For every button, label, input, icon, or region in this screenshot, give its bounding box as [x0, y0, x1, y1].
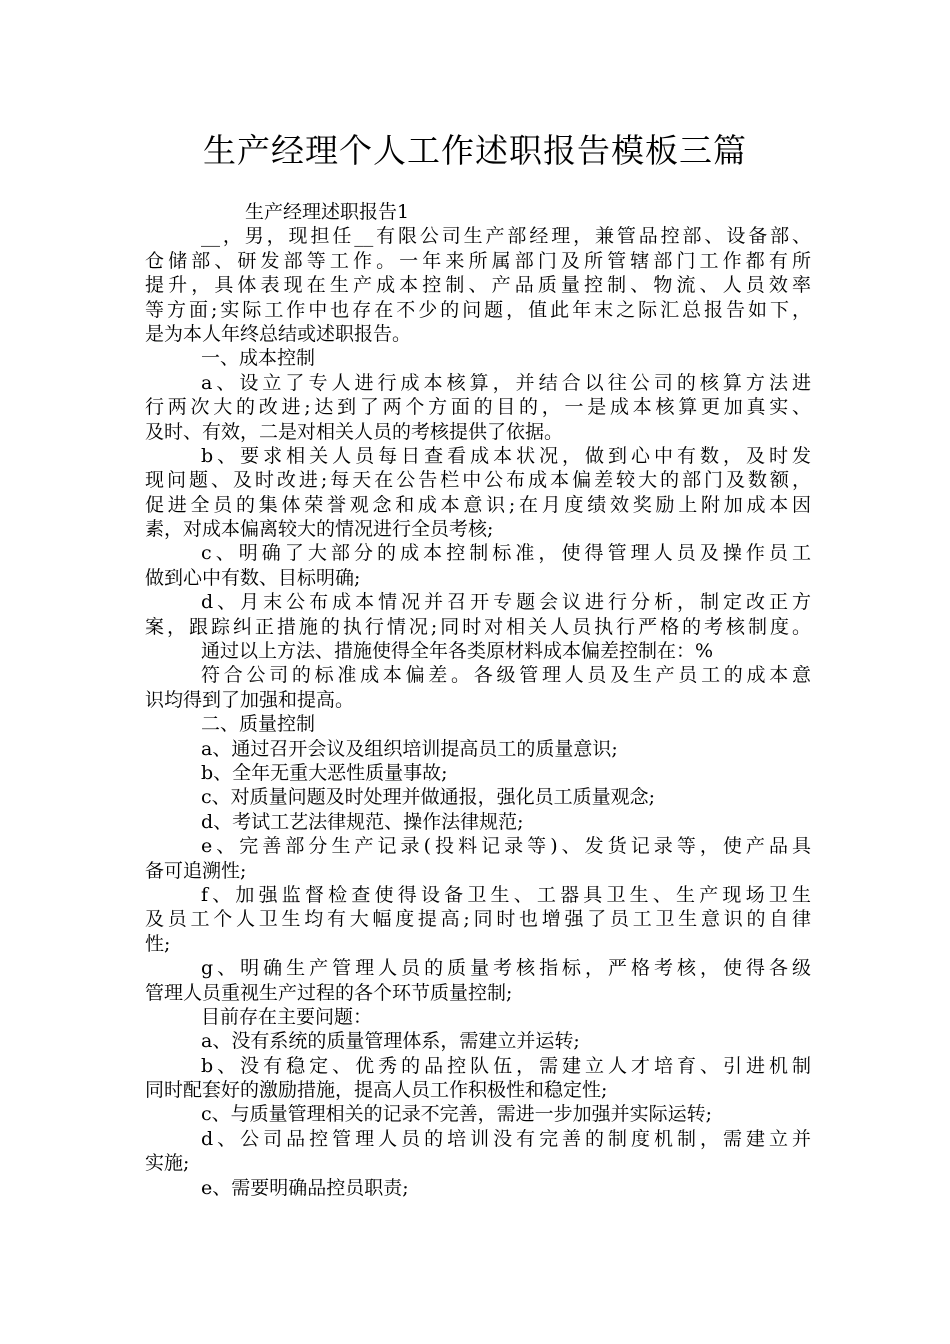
- body-line: a、没有系统的质量管理体系，需建立并运转;: [201, 1030, 580, 1053]
- body-line: b、要求相关人员每日查看成本状况，做到心中有数，及时发: [201, 444, 811, 467]
- body-line: 促进全员的集体荣誉观念和成本意识;在月度绩效奖励上附加成本因: [145, 493, 811, 516]
- body-line: 仓储部、研发部等工作。一年来所属部门及所管辖部门工作都有所: [145, 249, 811, 272]
- body-line: 实施;: [145, 1152, 190, 1175]
- body-line: g、明确生产管理人员的质量考核指标，严格考核，使得各级: [201, 957, 811, 980]
- body-line: f、加强监督检查使得设备卫生、工器具卫生、生产现场卫生: [201, 883, 811, 906]
- body-line: c、对质量问题及时处理并做通报，强化员工质量观念;: [201, 786, 656, 809]
- body-line: 备可追溯性;: [145, 859, 247, 882]
- body-line: 符合公司的标准成本偏差。各级管理人员及生产员工的成本意: [201, 664, 811, 687]
- body-line: 目前存在主要问题：: [201, 1005, 373, 1028]
- body-line: 管理人员重视生产过程的各个环节质量控制;: [145, 981, 513, 1004]
- body-line: 行两次大的改进;达到了两个方面的目的，一是成本核算更加真实、: [145, 396, 811, 419]
- body-line: 现问题、及时改进;每天在公告栏中公布成本偏差较大的部门及数额，: [145, 469, 811, 492]
- body-line: 一、成本控制: [201, 347, 316, 370]
- body-line: 性;: [145, 932, 171, 955]
- body-line: d、月末公布成本情况并召开专题会议进行分析，制定改正方: [201, 591, 811, 614]
- body-line: 识均得到了加强和提高。: [145, 688, 355, 711]
- body-line: e、需要明确品控员职责;: [201, 1176, 409, 1199]
- body-line: a、设立了专人进行成本核算，并结合以往公司的核算方法进: [201, 371, 811, 394]
- body-line: c、明确了大部分的成本控制标准，使得管理人员及操作员工: [201, 542, 811, 565]
- body-line: 是为本人年终总结或述职报告。: [145, 322, 412, 345]
- body-line: 案，跟踪纠正措施的执行情况;同时对相关人员执行严格的考核制度。: [145, 615, 811, 638]
- body-line: 做到心中有数、目标明确;: [145, 566, 361, 589]
- body-line: c、与质量管理相关的记录不完善，需进一步加强并实际运转;: [201, 1103, 713, 1126]
- body-line: 素，对成本偏离较大的情况进行全员考核;: [145, 518, 494, 541]
- body-line: b、全年无重大恶性质量事故;: [201, 761, 448, 784]
- body-line: 及时、有效，二是对相关人员的考核提供了依据。: [145, 420, 564, 443]
- body-line: 通过以上方法、措施使得全年各类原材料成本偏差控制在：%: [201, 640, 714, 663]
- body-line: 二、质量控制: [201, 713, 316, 736]
- body-line: 同时配套好的激励措施，提高人员工作积极性和稳定性;: [145, 1079, 608, 1102]
- body-line: 及员工个人卫生均有大幅度提高;同时也增强了员工卫生意识的自律: [145, 908, 811, 931]
- body-line: d、考试工艺法律规范、操作法律规范;: [201, 810, 524, 833]
- body-line: 提升，具体表现在生产成本控制、产品质量控制、物流、人员效率: [145, 274, 811, 297]
- document-title: 生产经理个人工作述职报告模板三篇: [203, 131, 747, 170]
- body-line: 生产经理述职报告1: [245, 201, 410, 223]
- body-line: __，男，现担任__有限公司生产部经理，兼管品控部、设备部、: [201, 225, 811, 248]
- body-line: b、没有稳定、优秀的品控队伍，需建立人才培育、引进机制: [201, 1054, 811, 1077]
- body-line: 等方面;实际工作中也存在不少的问题，值此年末之际汇总报告如下，: [145, 298, 811, 321]
- body-line: a、通过召开会议及组织培训提高员工的质量意识;: [201, 737, 618, 760]
- body-line: e、完善部分生产记录(投料记录等)、发货记录等，使产品具: [201, 835, 811, 858]
- document-body: [145, 200, 811, 1200]
- body-line: d、公司品控管理人员的培训没有完善的制度机制，需建立并: [201, 1127, 811, 1150]
